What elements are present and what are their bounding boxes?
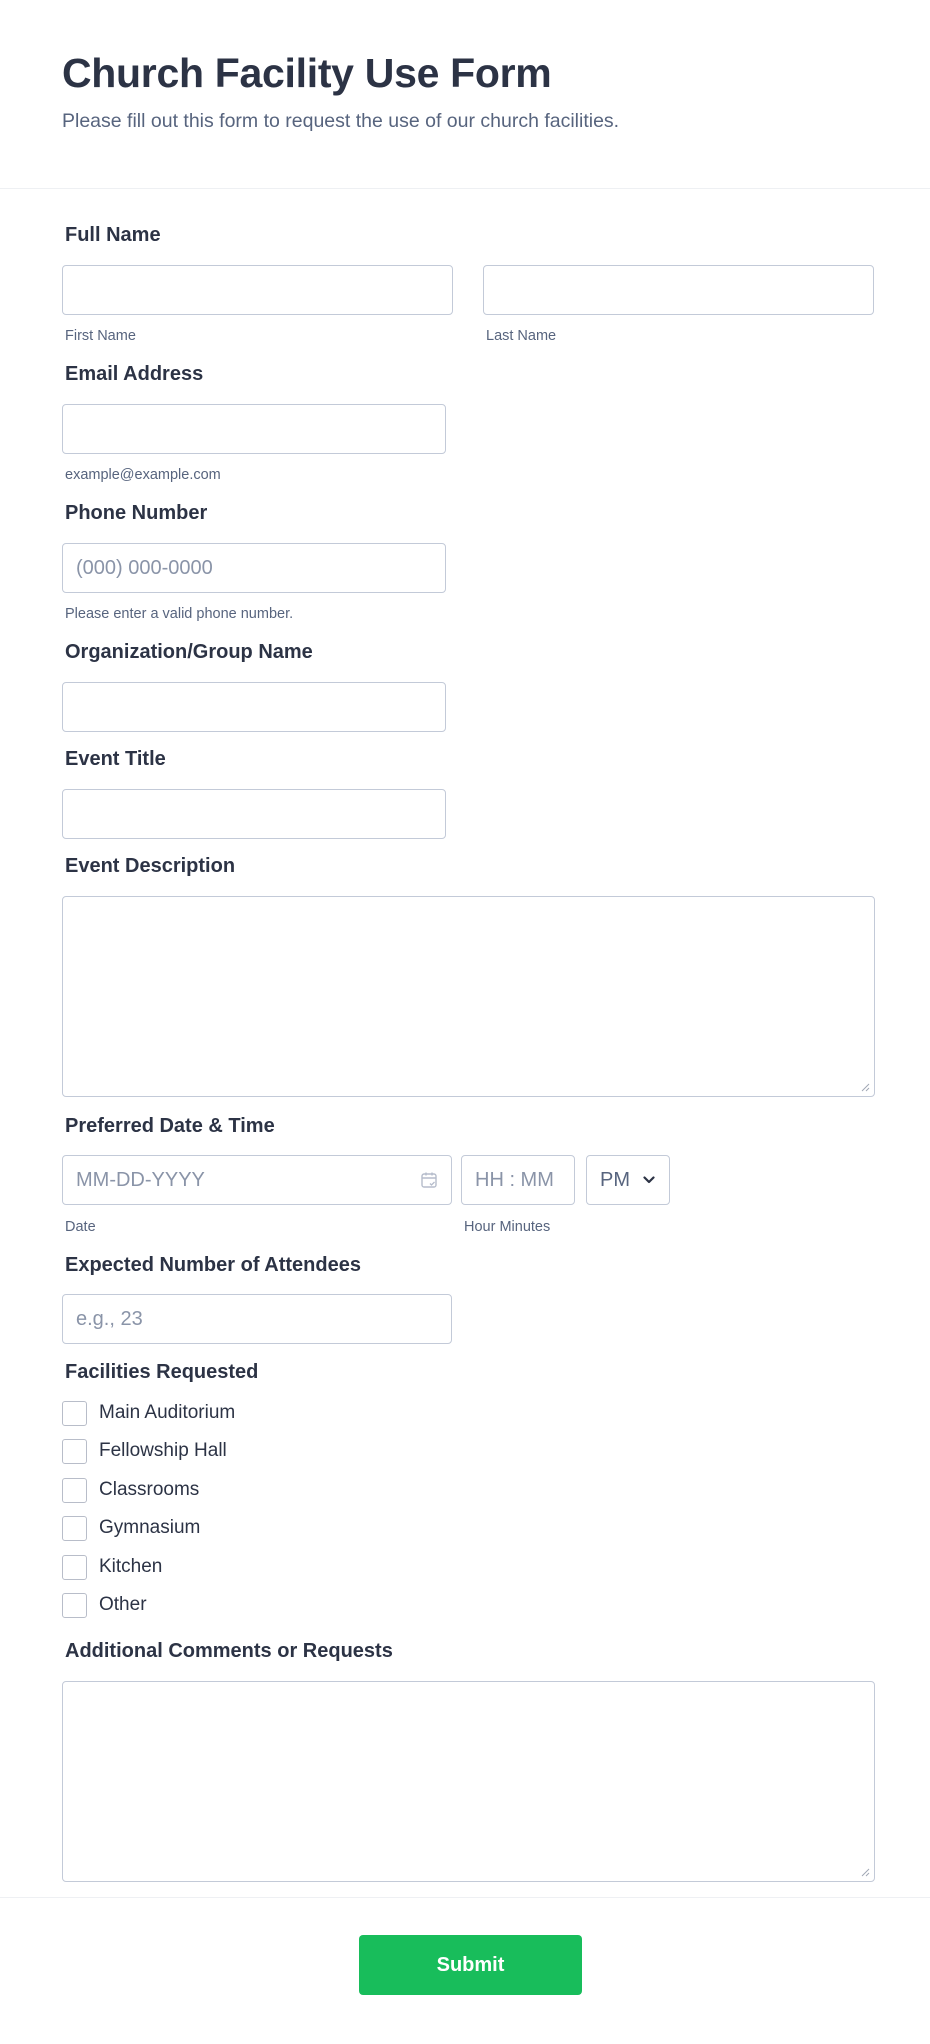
facilities-label: Facilities Requested [65, 1361, 259, 1383]
checkbox-label: Other [99, 1594, 147, 1615]
phone-sublabel: Please enter a valid phone number. [65, 606, 294, 622]
email-sublabel: example@example.com [65, 467, 221, 483]
comments-label: Additional Comments or Requests [65, 1640, 393, 1662]
submit-button[interactable]: Submit [359, 1935, 582, 1995]
facility-option-main-auditorium[interactable] [62, 1400, 235, 1426]
time-sublabel: Hour Minutes [464, 1219, 551, 1235]
comments-textarea[interactable] [62, 1681, 875, 1882]
phone-input[interactable]: (000) 000-0000 [62, 543, 446, 593]
facility-option-gymnasium[interactable] [62, 1515, 200, 1541]
checkbox[interactable] [62, 1401, 87, 1426]
checkbox[interactable] [62, 1555, 87, 1580]
email-input[interactable] [62, 404, 446, 454]
footer-divider [0, 1897, 930, 1898]
checkbox[interactable] [62, 1516, 87, 1541]
attendees-input[interactable]: e.g., 23 [62, 1294, 452, 1344]
ampm-select[interactable] [586, 1155, 670, 1205]
form-subtitle: Please fill out this form to request the use of our church facilities. [62, 110, 620, 132]
facility-option-kitchen[interactable] [62, 1554, 162, 1580]
email-label: Email Address [65, 363, 204, 385]
date-placeholder: MM-DD-YYYY [76, 1169, 205, 1191]
facility-option-classrooms[interactable] [62, 1477, 199, 1503]
checkbox-label: Kitchen [99, 1556, 163, 1577]
first-name-sublabel: First Name [65, 328, 136, 344]
chevron-down-icon [643, 1175, 655, 1185]
time-input[interactable]: HH : MM [461, 1155, 575, 1205]
checkbox[interactable] [62, 1593, 87, 1618]
last-name-input[interactable] [483, 265, 874, 315]
ampm-selected-value: PM [600, 1169, 630, 1191]
date-input[interactable] [62, 1155, 452, 1205]
facility-option-fellowship-hall[interactable] [62, 1438, 227, 1464]
date-sublabel: Date [65, 1219, 96, 1235]
attendees-label: Expected Number of Attendees [65, 1254, 361, 1276]
organization-input[interactable] [62, 682, 446, 732]
form-header [0, 0, 930, 189]
event-title-input[interactable] [62, 789, 446, 839]
checkbox-label: Classrooms [99, 1479, 200, 1500]
facility-option-other[interactable] [62, 1592, 147, 1618]
checkbox-label: Gymnasium [99, 1517, 201, 1538]
form-title: Church Facility Use Form [62, 50, 552, 96]
checkbox-label: Main Auditorium [99, 1402, 236, 1423]
phone-label: Phone Number [65, 502, 208, 524]
event-description-label: Event Description [65, 855, 236, 877]
organization-label: Organization/Group Name [65, 641, 313, 663]
event-description-textarea[interactable] [62, 896, 875, 1097]
calendar-icon[interactable] [420, 1171, 438, 1189]
resize-grip-icon[interactable] [860, 1082, 870, 1092]
last-name-sublabel: Last Name [486, 328, 557, 344]
event-title-label: Event Title [65, 748, 166, 770]
checkbox[interactable] [62, 1478, 87, 1503]
first-name-input[interactable] [62, 265, 453, 315]
resize-grip-icon[interactable] [860, 1867, 870, 1877]
checkbox-label: Fellowship Hall [99, 1440, 227, 1461]
checkbox[interactable] [62, 1439, 87, 1464]
full-name-label: Full Name [65, 224, 161, 246]
preferred-datetime-label: Preferred Date & Time [65, 1115, 275, 1137]
